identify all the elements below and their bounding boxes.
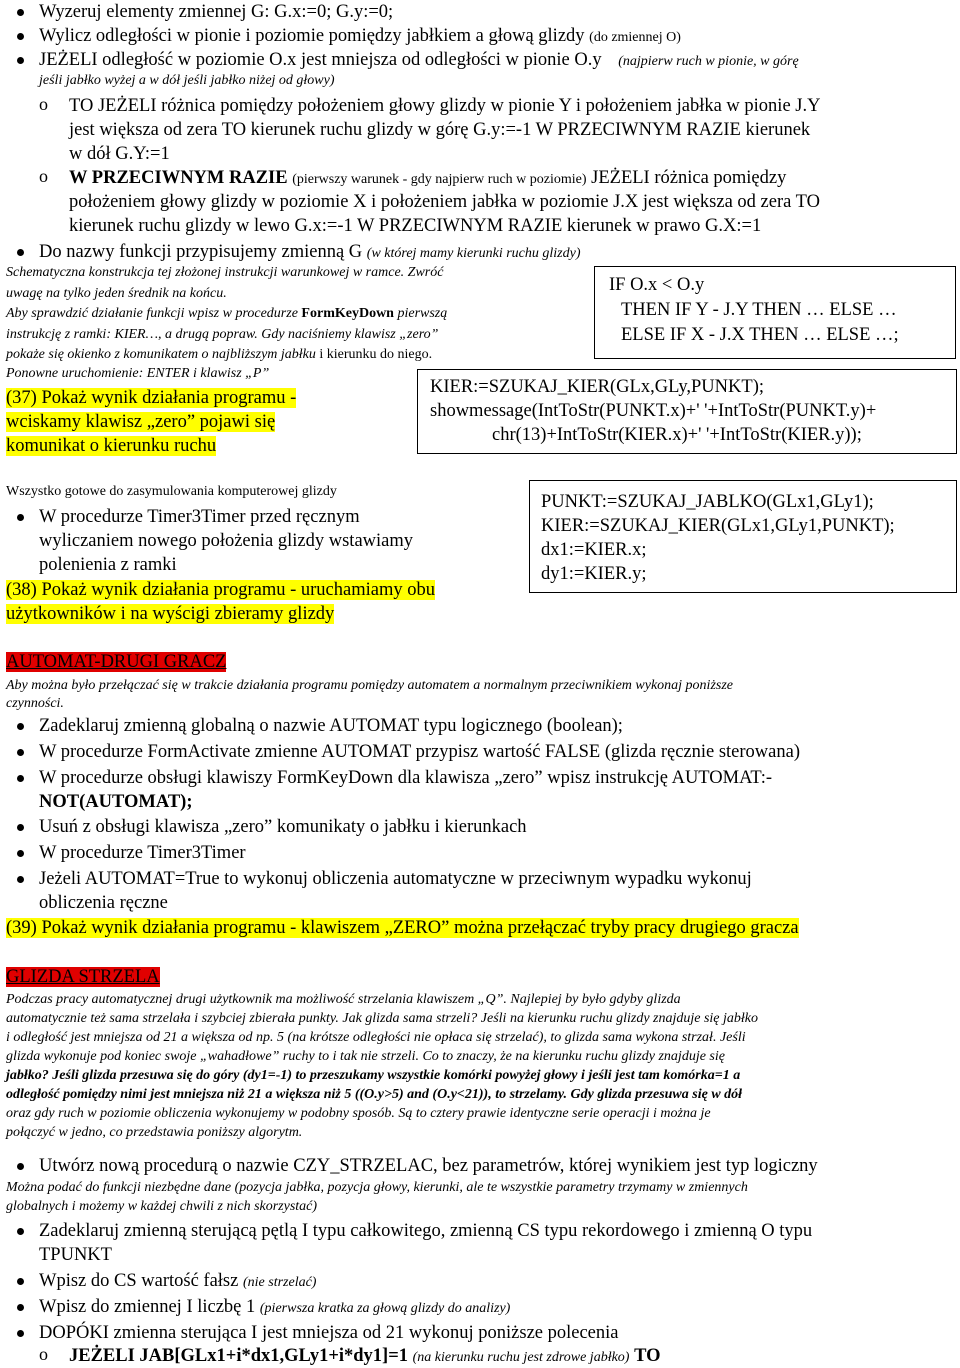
line-function-name: Do nazwy funkcji przypisujemy zmienną G (w której mamy kierunki ruchu glizdy) <box>39 242 581 262</box>
bullet <box>17 723 24 730</box>
task-37-line1: (37) Pokaż wynik działania programu - <box>6 388 297 408</box>
code-line: dy1:=KIER.y; <box>541 564 647 584</box>
sub-then-line1: TO JEŻELI różnica pomiędzy położeniem głowy glizdy w pionie Y i położeniem jabłka w pionie J.Y <box>69 96 821 116</box>
automat-step-if-line1: Jeżeli AUTOMAT=True to wykonuj obliczenia automatyczne w przeciwnym wypadku wykonuj <box>39 869 752 889</box>
strzela-sub-if: JEŻELI JAB[GLx1+i*dx1,GLy1+i*dy1]=1 (na kierunku ruchu jest zdrowe jabłko) TO <box>69 1346 661 1366</box>
sub-then-line3: w dół G.Y:=1 <box>69 144 170 164</box>
timer3-line2: wyliczaniem nowego położenia glizdy wstawiamy <box>39 531 414 551</box>
line-if-horizontal-note: jeśli jabłko wyżej a w dół jeśli jabłko niżej od głowy) <box>39 73 335 88</box>
line-compute-distance: Wylicz odległości w pionie i poziomie pomiędzy jabłkiem a głową glizdy (do zmiennej O) <box>39 26 681 46</box>
strzela-step-while: DOPÓKI zmienna sterująca I jest mniejsza od 21 wykonuj poniższe polecenia <box>39 1323 619 1343</box>
strzela-para-line7: oraz gdy ruch w poziomie obliczenia wykonujemy w podobny sposób. Są to cztery prawie identyczne serie operacji i można je <box>6 1106 711 1121</box>
strzela-step-cs-false: Wpisz do CS wartość fałsz (nie strzelać) <box>39 1271 317 1291</box>
code-line: IF O.x < O.y <box>609 275 705 295</box>
line-reset-g: Wyzeruj elementy zmiennej G: G.x:=0; G.y:=0; <box>39 2 394 22</box>
strzela-para-line5: jabłko? Jeśli glizda przesuwa się do góry (dy1=-1) to przeszukamy wszystkie komórki powyżej głowy i jeśli jest tam komórka=1 a <box>6 1068 741 1083</box>
bullet <box>17 824 24 831</box>
strzela-para-line3: i odległość jest mniejsza od 21 a większa od np. 5 (na krótsze odległości nie opłaca się strzelać), to glizda sama wykona strzał. Jeśli <box>6 1030 746 1045</box>
note-line1: Schematyczna konstrukcja tej złożonej instrukcji warunkowej w ramce. Zwróć <box>6 265 444 280</box>
bullet <box>17 1163 24 1170</box>
heading-glizda-strzela: GLIZDA STRZELA <box>6 967 160 987</box>
note-line5: pokaże się okienko z komunikatem o najbliższym jabłku i kierunku do niego. <box>6 347 433 362</box>
bullet <box>17 9 24 16</box>
timer3-line3: polenienia z ramki <box>39 555 177 575</box>
note-line6: Ponowne uruchomienie: ENTER i klawisz „P” <box>6 366 270 381</box>
bullet <box>17 876 24 883</box>
bullet <box>17 1304 24 1311</box>
automat-step-keydown-line2: NOT(AUTOMAT); <box>39 792 193 812</box>
task-37-line3: komunikat o kierunku ruchu <box>6 436 217 456</box>
automat-step-formactivate: W procedurze FormActivate zmienne AUTOMAT przypisz wartość FALSE (glizda ręcznie sterowana) <box>39 742 800 762</box>
strzela-para-line2: automatycznie też sama strzelała i szybciej zbierała punkty. Jak glizda sama strzeli? Jeśli na kierunku ruchu glizdy znajduje się jabłko <box>6 1011 759 1026</box>
code-line: KIER:=SZUKAJ_KIER(GLx,GLy,PUNKT); <box>430 377 764 397</box>
task-38-line1: (38) Pokaż wynik działania programu - uruchamiamy obu <box>6 580 435 600</box>
code-line: chr(13)+IntToStr(KIER.x)+' '+IntToStr(KIER.y)); <box>492 425 862 445</box>
code-box-if-structure <box>594 266 956 359</box>
automat-step-declare: Zadeklaruj zmienną globalną o nazwie AUTOMAT typu logicznego (boolean); <box>39 716 623 736</box>
strzela-note-line1: Można podać do funkcji niezbędne dane (pozycja jabłka, pozycja głowy, kierunki, ale te wszystkie parametry trzymamy w zmiennych <box>6 1180 748 1195</box>
sub-else-line1: W PRZECIWNYM RAZIE (pierwszy warunek - gdy najpierw ruch w poziomie) JEŻELI różnica pomiędzy <box>69 168 787 188</box>
line-if-horizontal: JEŻELI odległość w poziomie O.x jest mniejsza od odległości w pionie O.y (najpierw ruch w pionie, w górę <box>39 50 799 70</box>
task-37-line2: wciskamy klawisz „zero” pojawi się <box>6 412 276 432</box>
sub-then-line2: jest większa od zera TO kierunek ruchu glizdy w górę G.y:=-1 W PRZECIWNYM RAZIE kierunek <box>69 120 811 140</box>
automat-step-keydown-line1: W procedurze obsługi klawiszy FormKeyDown dla klawisza „zero” wpisz instrukcję AUTOMAT:- <box>39 768 773 788</box>
code-line: dx1:=KIER.x; <box>541 540 647 560</box>
automat-intro-line2: czynności. <box>6 696 64 711</box>
task-38-line2: użytkowników i na wyścigi zbieramy glizdy <box>6 604 335 624</box>
code-line: KIER:=SZUKAJ_KIER(GLx1,GLy1,PUNKT); <box>541 516 895 536</box>
note-line4: instrukcję z ramki: KIER…, a drugą popraw. Gdy naciśniemy klawisz „zero” <box>6 327 439 342</box>
strzela-step-i-one: Wpisz do zmiennej I liczbę 1 (pierwsza kratka za głową glizdy do analizy) <box>39 1297 511 1317</box>
bullet <box>17 850 24 857</box>
automat-step-remove-messages: Usuń z obsługi klawisza „zero” komunikaty o jabłku i kierunkach <box>39 817 527 837</box>
strzela-step-declare-line2: TPUNKT <box>39 1245 112 1265</box>
code-line: showmessage(IntToStr(PUNKT.x)+' '+IntToStr(PUNKT.y)+ <box>430 401 877 421</box>
sub-bullet: o <box>39 166 48 186</box>
bullet <box>17 33 24 40</box>
heading-automat: AUTOMAT-DRUGI GRACZ <box>6 652 227 672</box>
task-39: (39) Pokaż wynik działania programu - klawiszem „ZERO” można przełączać tryby pracy drugiego gracza <box>6 918 799 938</box>
bullet <box>17 514 24 521</box>
strzela-step-declare-line1: Zadeklaruj zmienną sterującą pętlą I typu całkowitego, zmienną CS typu rekordowego i zmienną O typu <box>39 1221 813 1241</box>
strzela-para-line4: glizda wykonuje pod koniec swoje „wahadłowe” ruchy to i tak nie strzeli. Co to znaczy, że na kierunku ruchu glizdy znajduje się <box>6 1049 725 1064</box>
code-line: THEN IF Y - J.Y THEN … ELSE … <box>621 300 897 320</box>
automat-step-timer3: W procedurze Timer3Timer <box>39 843 246 863</box>
code-box-showmessage <box>417 369 957 454</box>
sub-bullet: o <box>39 1344 48 1364</box>
bullet <box>17 775 24 782</box>
bullet <box>17 1330 24 1337</box>
strzela-para-line8: połączyć w jedno, co przedstawia poniższy algorytm. <box>6 1125 303 1140</box>
timer3-line1: W procedurze Timer3Timer przed ręcznym <box>39 507 360 527</box>
bullet <box>17 1228 24 1235</box>
strzela-note-line2: globalnych i możemy w każdej chwili z nich skorzystać) <box>6 1199 318 1214</box>
code-box-automat-calc <box>529 480 957 593</box>
bullet <box>17 249 24 256</box>
automat-step-if-line2: obliczenia ręczne <box>39 893 168 913</box>
sub-else-line2: położeniem głowy glizdy w poziomie X i położeniem jabłka w poziomie J.X jest większa od zera TO <box>69 192 820 212</box>
strzela-para-line6: odległość pomiędzy nimi jest mniejsza niż 21 a większa niż 5 ((O.y>5) and (O.y<21)), to strzelamy. Gdy glizda przesuwa się w dół <box>6 1087 743 1102</box>
code-line: PUNKT:=SZUKAJ_JABLKO(GLx1,GLy1); <box>541 492 874 512</box>
strzela-para-line1: Podczas pracy automatycznej drugi użytkownik ma możliwość strzelania klawiszem „Q”. Najlepiej by było gdyby glizda <box>6 992 681 1007</box>
ready-intro: Wszystko gotowe do zasymulowania komputerowej glizdy <box>6 484 337 499</box>
sub-else-line3: kierunek ruchu glizdy w lewo G.x:=-1 W PRZECIWNYM RAZIE kierunek w prawo G.X:=1 <box>69 216 762 236</box>
strzela-step-create-proc: Utwórz nową procedurą o nazwie CZY_STRZELAC, bez parametrów, której wynikiem jest typ logiczny <box>39 1156 818 1176</box>
note-line3: Aby sprawdzić działanie funkcji wpisz w procedurze FormKeyDown pierwszą <box>6 306 448 321</box>
bullet <box>17 1278 24 1285</box>
sub-bullet: o <box>39 94 48 114</box>
automat-intro-line1: Aby można było przełączać się w trakcie działania programu pomiędzy automatem a normalnym przeciwnikiem wykonaj poniższe <box>6 678 734 693</box>
bullet <box>17 57 24 64</box>
note-line2: uwagę na tylko jeden średnik na końcu. <box>6 286 227 301</box>
bullet <box>17 749 24 756</box>
code-line: ELSE IF X - J.X THEN … ELSE …; <box>621 325 899 345</box>
